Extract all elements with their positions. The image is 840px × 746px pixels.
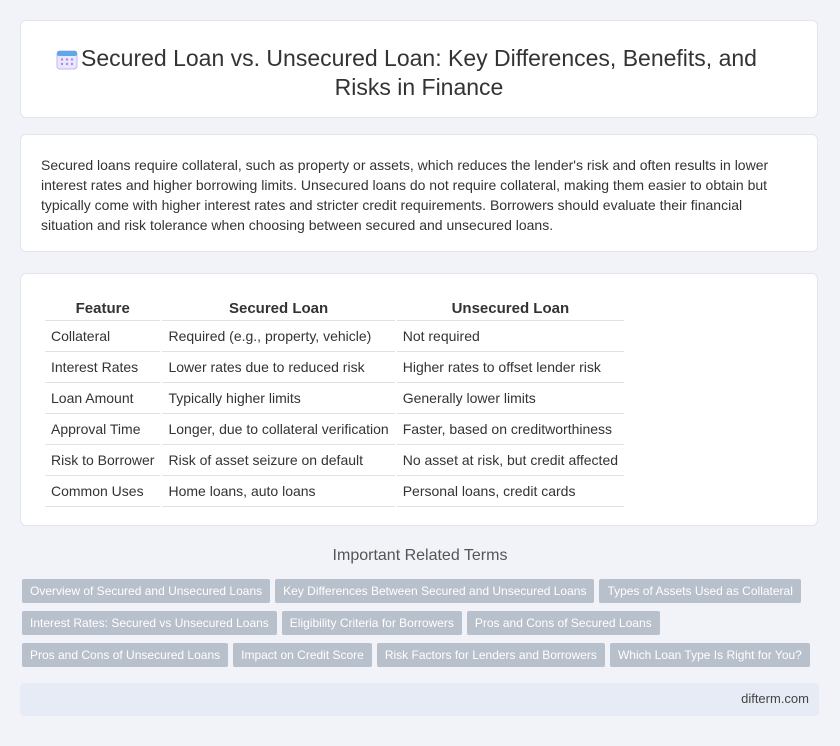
table-cell: Home loans, auto loans xyxy=(162,476,394,507)
related-term-tag[interactable]: Pros and Cons of Unsecured Loans xyxy=(22,643,228,667)
table-row xyxy=(45,414,624,445)
table-cell: Approval Time xyxy=(45,414,160,445)
related-terms-list xyxy=(22,579,822,675)
table-cell: Typically higher limits xyxy=(162,383,394,414)
table-cell: Generally lower limits xyxy=(397,383,624,414)
intro-card xyxy=(20,134,818,252)
table-row xyxy=(45,321,624,352)
related-term-tag[interactable]: Impact on Credit Score xyxy=(233,643,372,667)
page-title: Secured Loan vs. Unsecured Loan: Key Differences, Benefits, and Risks in Finance xyxy=(81,45,757,100)
table-cell: Risk of asset seizure on default xyxy=(162,445,394,476)
related-term-tag[interactable]: Key Differences Between Secured and Unsecured Loans xyxy=(275,579,594,603)
table-cell: Faster, based on creditworthiness xyxy=(397,414,624,445)
table-cell: Risk to Borrower xyxy=(45,445,160,476)
table-row xyxy=(45,476,624,507)
table-cell: Lower rates due to reduced risk xyxy=(162,352,394,383)
comparison-card xyxy=(20,273,818,526)
table-cell: No asset at risk, but credit affected xyxy=(397,445,624,476)
table-row xyxy=(45,383,624,414)
table-cell: Higher rates to offset lender risk xyxy=(397,352,624,383)
tag-row xyxy=(22,579,822,611)
table-cell: Required (e.g., property, vehicle) xyxy=(162,321,394,352)
table-row xyxy=(45,445,624,476)
table-cell: Longer, due to collateral verification xyxy=(162,414,394,445)
header-secured: Secured Loan xyxy=(162,296,394,321)
table-cell: Interest Rates xyxy=(45,352,160,383)
header-unsecured: Unsecured Loan xyxy=(397,296,624,321)
comparison-table xyxy=(43,296,626,507)
table-cell: Collateral xyxy=(45,321,160,352)
table-header-row xyxy=(45,296,624,321)
related-terms-title: Important Related Terms xyxy=(332,547,508,564)
table-cell: Not required xyxy=(397,321,624,352)
intro-paragraph: Secured loans require collateral, such as property or assets, which reduces the lender's risk and often results in lower interest rates and higher borrowing limits. Unsecured loans do not require collateral, making them easier to obtain but typically come with higher interest rates and stricter credit requirements. Borrowers should evaluate their financial situation and risk tolerance when choosing between secured and unsecured loans. xyxy=(41,157,769,233)
related-term-tag[interactable]: Pros and Cons of Secured Loans xyxy=(467,611,660,635)
table-cell: Loan Amount xyxy=(45,383,160,414)
related-term-tag[interactable]: Interest Rates: Secured vs Unsecured Loans xyxy=(22,611,277,635)
table-row xyxy=(45,352,624,383)
table-cell: Personal loans, credit cards xyxy=(397,476,624,507)
header-feature: Feature xyxy=(45,296,160,321)
footer xyxy=(20,683,819,716)
footer-site-link[interactable]: difterm.com xyxy=(741,691,809,706)
related-term-tag[interactable]: Types of Assets Used as Collateral xyxy=(599,579,800,603)
related-term-tag[interactable]: Eligibility Criteria for Borrowers xyxy=(282,611,462,635)
related-term-tag[interactable]: Which Loan Type Is Right for You? xyxy=(610,643,810,667)
tag-row xyxy=(22,643,822,675)
related-term-tag[interactable]: Risk Factors for Lenders and Borrowers xyxy=(377,643,605,667)
table-cell: Common Uses xyxy=(45,476,160,507)
related-term-tag[interactable]: Overview of Secured and Unsecured Loans xyxy=(22,579,270,603)
tag-row xyxy=(22,611,822,643)
header-card xyxy=(20,20,818,118)
